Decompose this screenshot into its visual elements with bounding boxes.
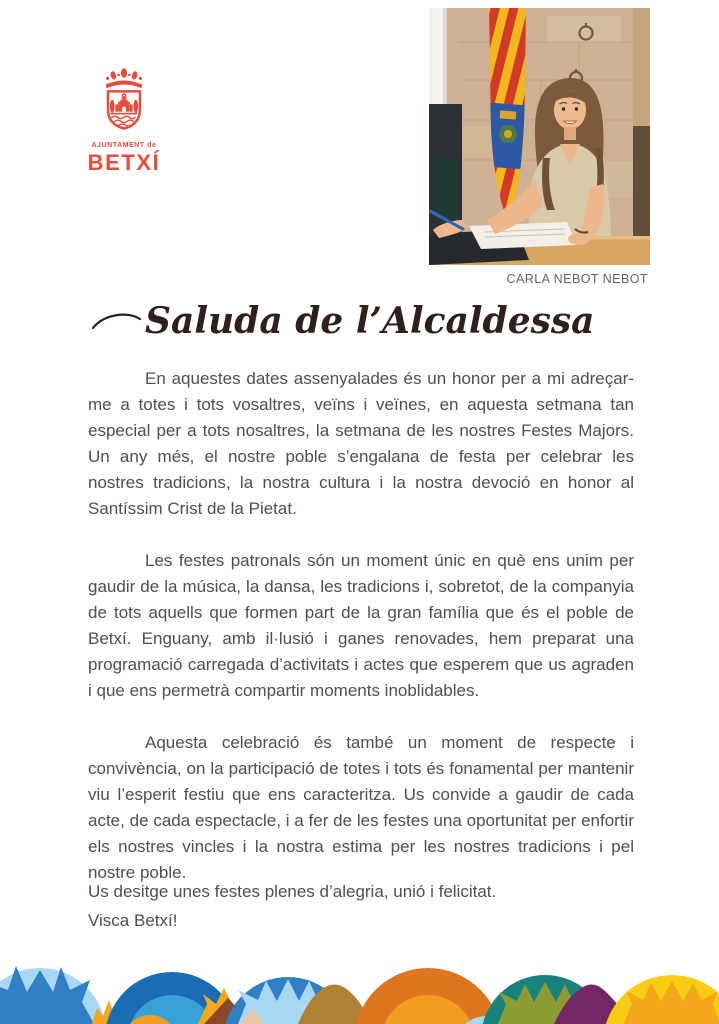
page-title-text: Saluda de l’Alcaldessa xyxy=(145,300,595,342)
paragraph-3: Aquesta celebració és també un moment de respecte i convivència, on la participació de totes i tots és fonamental per mantenir viu l’esperit festiu que ens caracteritza. Us convide a gaudir de cada acte, de cada espectacle, i a fer de les festes una oportunitat per enfortir els nostres vincles i la nostra estima per les nostres tradicions i pel nostre poble. xyxy=(88,733,634,882)
closing-line-1: Us desitge unes festes plenes d’alegria, unió i felicitat. xyxy=(88,882,497,901)
fan-lightblue-star xyxy=(0,966,106,1024)
saluda-body xyxy=(88,366,634,912)
paragraph-1: En aquestes dates assenyalades és un honor per a mi adreçar-me a totes i tots vosaltres, veïns i veïnes, en aquesta setmana tan especial per a tots nosaltres, la setmana de les nostres Festes Majors. Un any més, el nostre poble s’engalana de festa per celebrar les nostres tradicions, la nostra cultura i la nostra devoció en honor al Santíssim Crist de la Pietat. xyxy=(88,369,634,518)
paragraph-2: Les festes patronals són un moment únic en què ens unim per gaudir de la música, la dansa, les tradicions i, sobretot, de la companyia de tots aquells que formen part de la gran família que és el poble de Betxí. Enguany, amb il·lusió i ganes renovades, hem preparat una programació carregada d’activitats i actes que esperem que us agraden i que ens permetrà compartir moments inoblidables. xyxy=(88,551,634,700)
notebook xyxy=(469,222,577,249)
title-swash-icon xyxy=(92,309,144,333)
photo-caption: CARLA NEBOT NEBOT xyxy=(506,272,648,286)
wall-pilaster xyxy=(633,8,650,128)
betxi-logo xyxy=(84,66,164,176)
betxi-crest-icon xyxy=(95,66,153,138)
logo-org-label: AJUNTAMENT de xyxy=(91,142,157,149)
closing-lines xyxy=(88,877,634,935)
logo-name-label: BETXÍ xyxy=(87,150,161,175)
closing-line-2: Visca Betxí! xyxy=(88,911,178,930)
page-title xyxy=(92,300,595,342)
wall-shadow xyxy=(633,126,650,246)
festive-border xyxy=(0,954,719,1024)
fan-orange-arc xyxy=(354,968,502,1024)
mayor-photo xyxy=(429,8,650,265)
fan-yellow-star xyxy=(603,975,719,1024)
